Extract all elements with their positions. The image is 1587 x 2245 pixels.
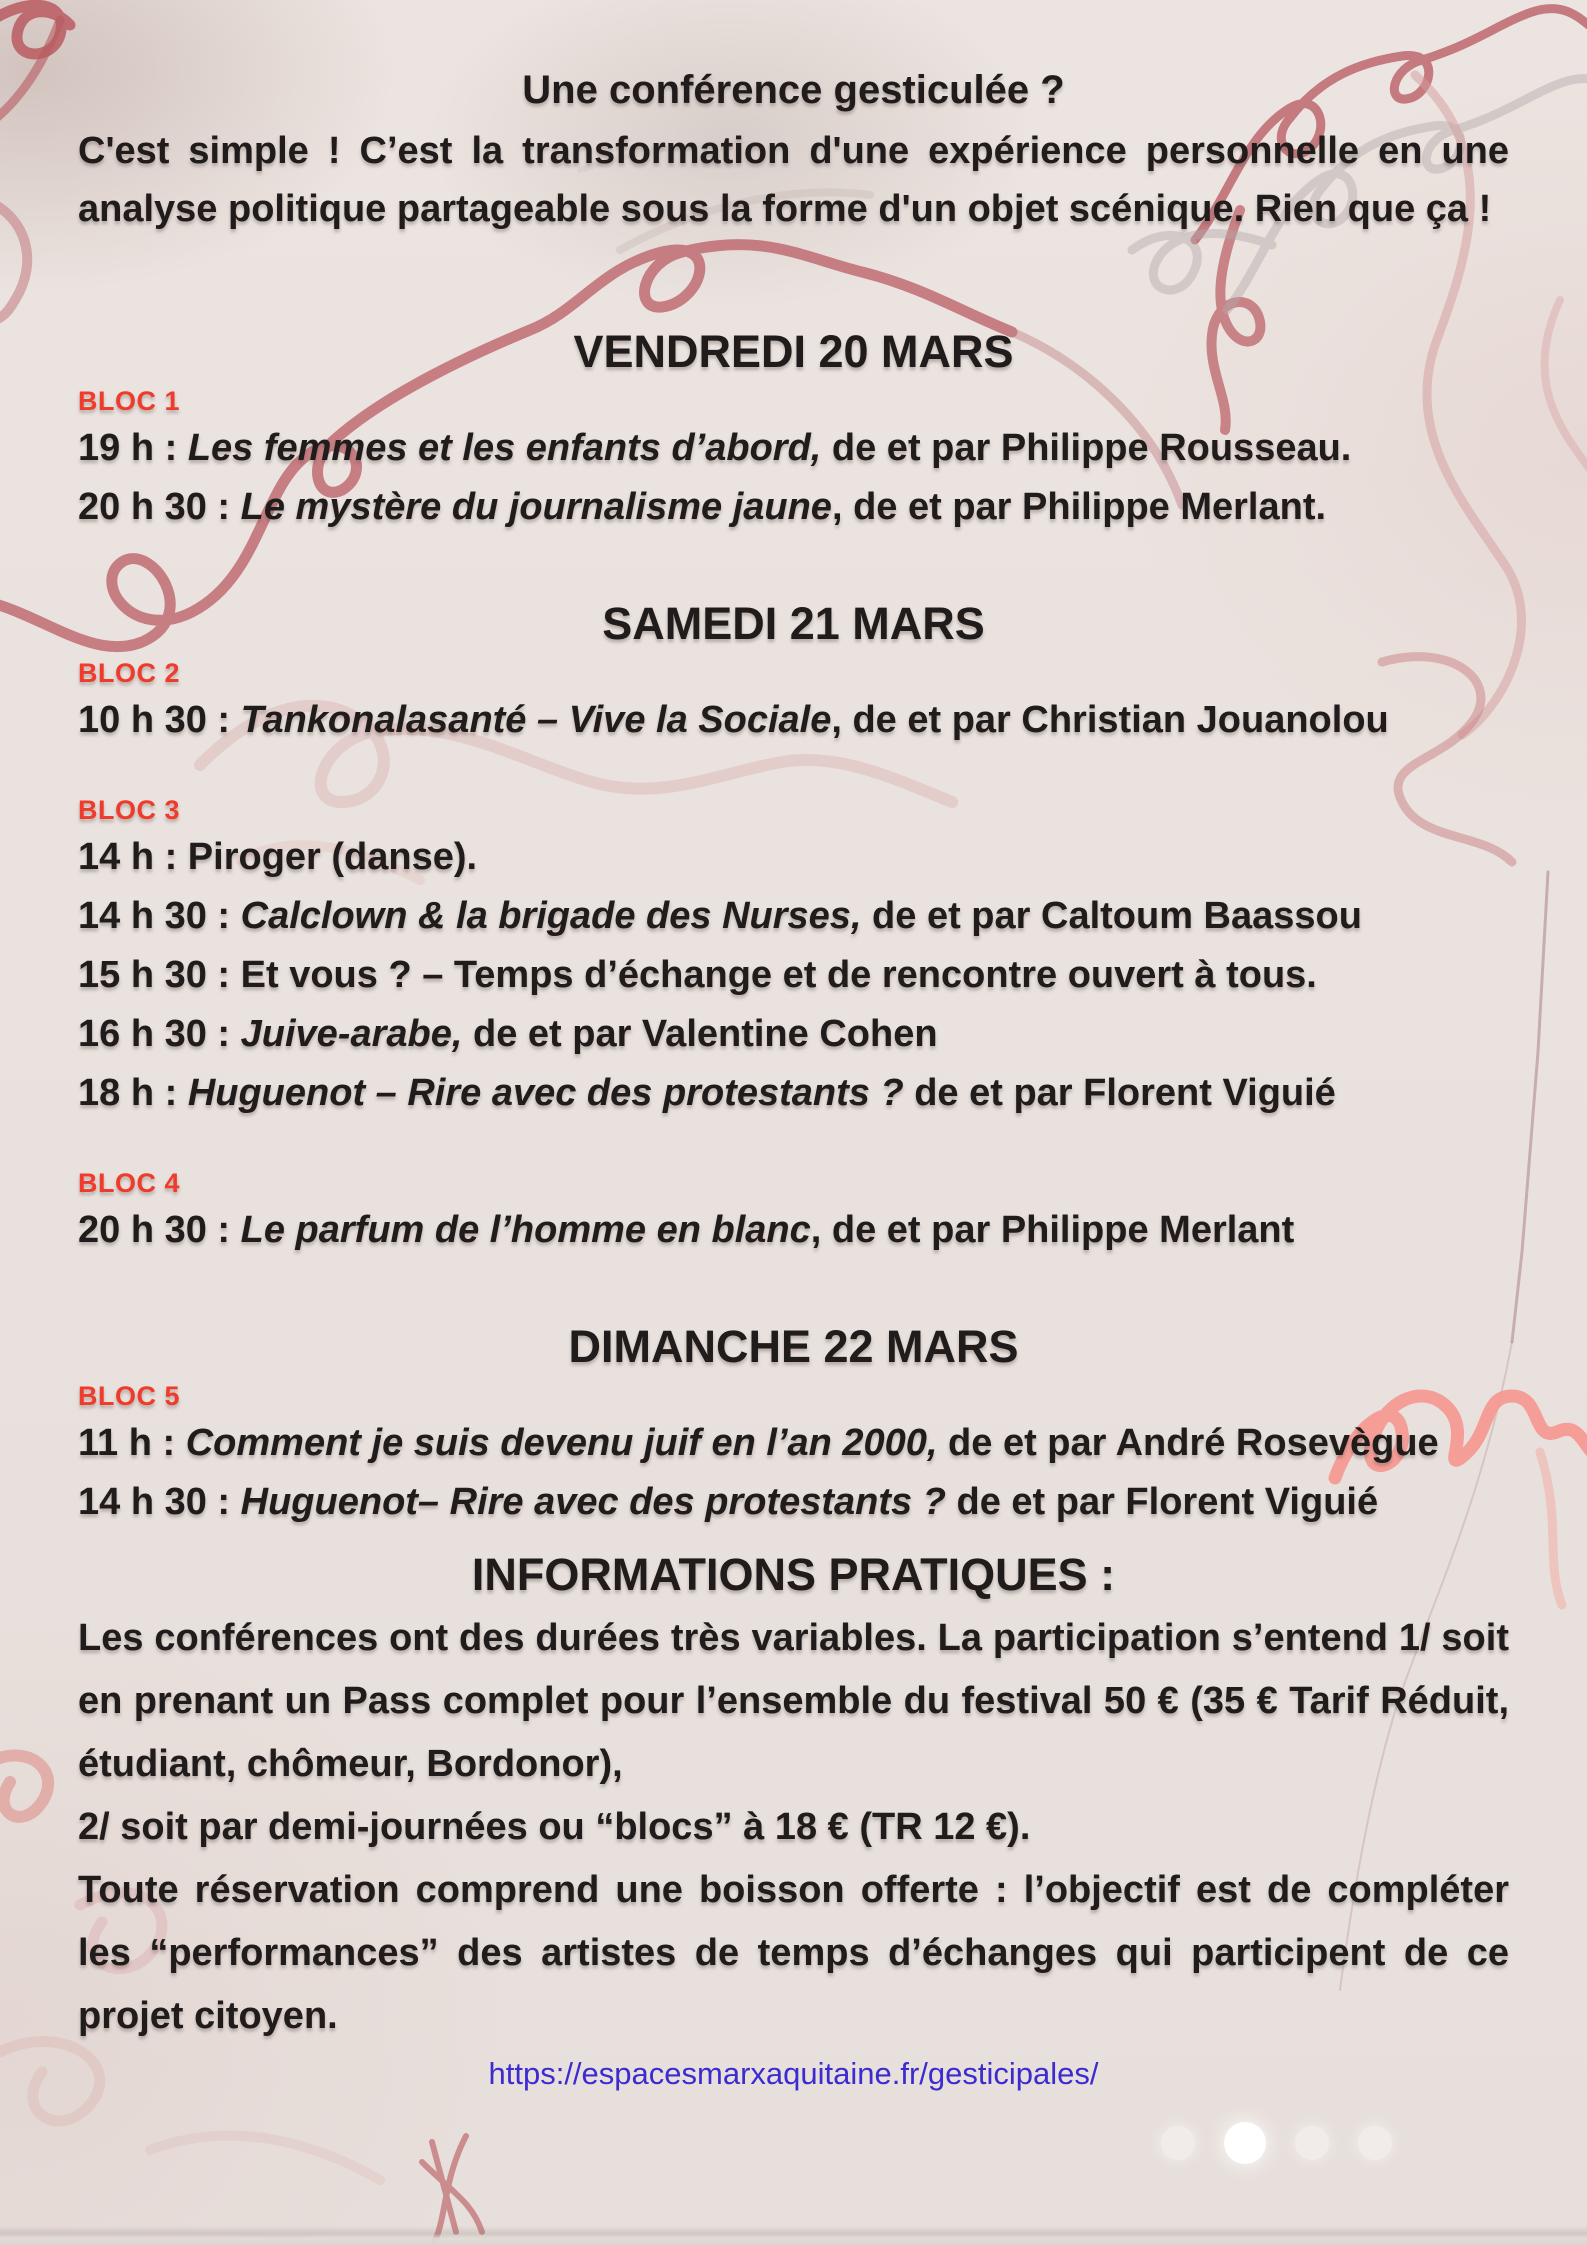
event-text: de et par Florent Viguié <box>945 1481 1379 1523</box>
event-text: 14 h 30 : <box>78 895 241 937</box>
wall-edge <box>0 2226 1587 2245</box>
block-label: BLOC 3 <box>78 795 181 825</box>
schedule-block <box>78 793 1509 1122</box>
day-heading: DIMANCHE 22 MARS <box>568 1321 1019 1372</box>
day-section <box>78 596 1509 1259</box>
event-title: Tankonalasanté – Vive la Sociale <box>240 699 832 741</box>
day-section <box>78 324 1509 536</box>
event-title: Le mystère du journalisme jaune <box>240 486 832 528</box>
event-text: , de et par Philippe Merlant <box>810 1209 1295 1251</box>
block-label: BLOC 1 <box>78 386 181 416</box>
info-paragraph: 2/ soit par demi-journées ou “blocs” à 18 € (TR 12 €). <box>78 1806 1031 1848</box>
carousel-dots <box>1161 2122 1392 2164</box>
page-title: Une conférence gesticulée ? <box>522 68 1065 112</box>
event-line <box>78 1202 1509 1259</box>
schedule-block <box>78 1379 1509 1531</box>
event-text: 19 h : <box>78 427 188 469</box>
info-paragraph: Les conférences ont des durées très variables. La participation s’entend 1/ soit en prenant un Pass complet pour l’ensemble du festival 50 € (35 € Tarif Réduit, étudiant, chômeur, Bordonor), <box>78 1617 1509 1785</box>
day-section <box>78 1319 1509 1531</box>
event-title: Calclown & la brigade des Nurses, <box>240 895 862 937</box>
block-label: BLOC 5 <box>78 1381 181 1411</box>
event-title: Comment je suis devenu juif en l’an 2000, <box>185 1422 938 1464</box>
event-text: 20 h 30 : <box>78 486 241 528</box>
event-title: Le parfum de l’homme en blanc <box>240 1209 811 1251</box>
carousel-dot[interactable] <box>1295 2126 1329 2160</box>
event-line <box>78 1065 1509 1122</box>
event-text: 11 h : <box>78 1422 186 1464</box>
carousel-dot[interactable] <box>1224 2122 1266 2164</box>
event-text: de et par Philippe Rousseau. <box>821 427 1352 469</box>
event-line <box>78 888 1509 945</box>
event-text: 16 h 30 : <box>78 1013 241 1055</box>
day-heading: SAMEDI 21 MARS <box>602 598 985 649</box>
practical-info <box>78 1607 1509 2048</box>
intro-paragraph: C'est simple ! C’est la transformation d'une expérience personnelle en une analyse politique partageable sous la forme d'un objet scénique. Rien que ça ! <box>78 130 1509 230</box>
event-text: de et par Caltoum Baassou <box>861 895 1362 937</box>
event-text: 15 h 30 : Et vous ? – Temps d’échange et de rencontre ouvert à tous. <box>78 954 1317 996</box>
schedule-block <box>78 384 1509 536</box>
event-line <box>78 692 1509 749</box>
event-text: de et par Valentine Cohen <box>462 1013 938 1055</box>
event-text: de et par André Rosevègue <box>937 1422 1439 1464</box>
event-text: 10 h 30 : <box>78 699 241 741</box>
event-title: Huguenot – Rire avec des protestants ? <box>187 1072 904 1114</box>
block-label: BLOC 2 <box>78 658 181 688</box>
event-title: Juive-arabe, <box>240 1013 463 1055</box>
website-link[interactable]: https://espacesmarxaquitaine.fr/gesticipales/ <box>488 2056 1099 2091</box>
event-line <box>78 1474 1509 1531</box>
event-text: , de et par Christian Jouanolou <box>831 699 1389 741</box>
schedule-block <box>78 656 1509 749</box>
schedule-block <box>78 1166 1509 1259</box>
info-paragraph: Toute réservation comprend une boisson offerte : l’objectif est de compléter les “performances” des artistes de temps d’échanges qui participent de ce projet citoyen. <box>78 1869 1509 2037</box>
event-line <box>78 479 1509 536</box>
event-title: Huguenot– Rire avec des protestants ? <box>240 1481 946 1523</box>
event-title: Les femmes et les enfants d’abord, <box>187 427 822 469</box>
event-text: de et par Florent Viguié <box>903 1072 1336 1114</box>
event-line <box>78 1006 1509 1063</box>
event-line <box>78 947 1509 1004</box>
event-text: 18 h : <box>78 1072 188 1114</box>
event-text: 14 h 30 : <box>78 1481 241 1523</box>
event-line <box>78 420 1509 477</box>
carousel-dot[interactable] <box>1161 2126 1195 2160</box>
event-line <box>78 1415 1509 1472</box>
event-text: , de et par Philippe Merlant. <box>831 486 1327 528</box>
event-text: 20 h 30 : <box>78 1209 241 1251</box>
carousel-dot[interactable] <box>1358 2126 1392 2160</box>
block-label: BLOC 4 <box>78 1168 181 1198</box>
event-text: 14 h : Piroger (danse). <box>78 836 478 878</box>
schedule <box>78 324 1509 1531</box>
practical-info-title: INFORMATIONS PRATIQUES : <box>471 1549 1116 1600</box>
day-heading: VENDREDI 20 MARS <box>573 326 1014 377</box>
event-line <box>78 829 1509 886</box>
